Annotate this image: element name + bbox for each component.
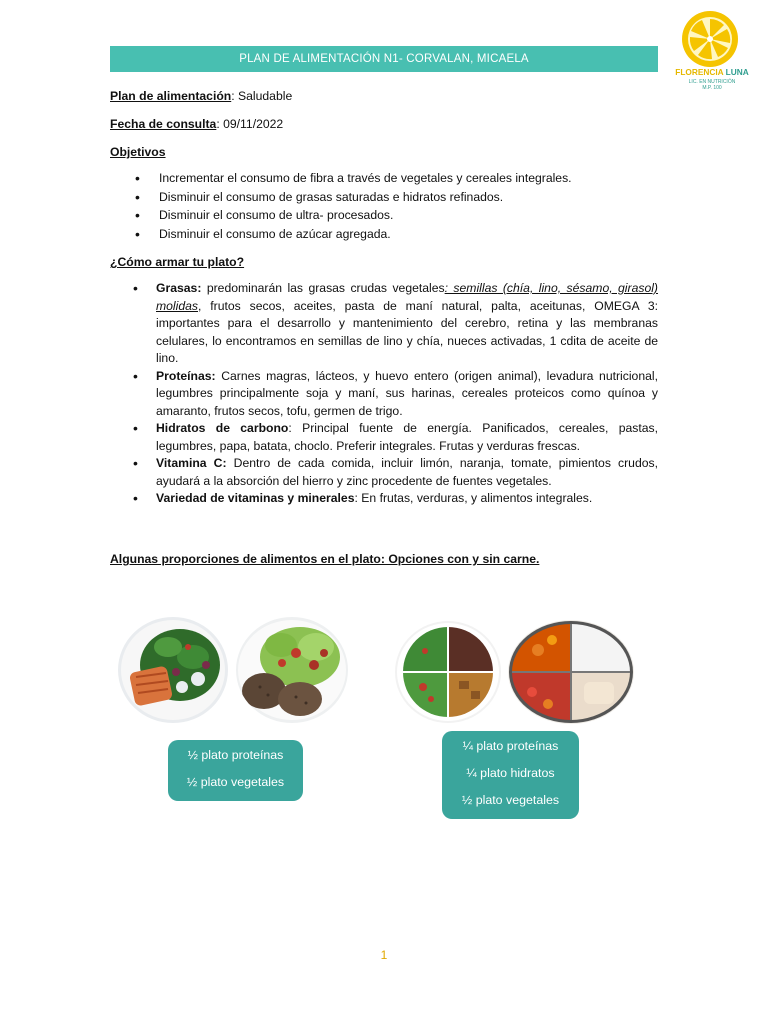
pill-line: ½ plato proteínas xyxy=(187,748,284,762)
plate-heading: ¿Cómo armar tu plato? xyxy=(110,255,245,269)
logo-brand xyxy=(668,68,756,77)
plan-value: : Saludable xyxy=(231,89,293,103)
plan-line xyxy=(110,88,292,106)
vitamin-c-label: Vitamina C: xyxy=(156,456,227,470)
fats-text-b: , frutos secos, aceites, pasta de maní natural, palta, aceitunas, OMEGA 3: importantes para el desarrollo y mantenimiento del cerebro, retina y las membranas celulares, lo encontramos en semillas de lino y chía, nueces activadas, 1 cdita de aceite de lino. xyxy=(156,298,658,365)
pill-line: ½ plato vegetales xyxy=(461,793,560,807)
list-item-vitamin-c xyxy=(110,455,658,490)
fats-label: Grasas: xyxy=(156,281,202,295)
lemon-icon xyxy=(668,10,756,68)
list-item-proteins xyxy=(110,368,658,421)
proteins-label: Proteínas: xyxy=(156,368,216,383)
date-value: : 09/11/2022 xyxy=(216,117,284,131)
objectives-heading: Objetivos xyxy=(110,145,166,159)
date-label: Fecha de consulta xyxy=(110,117,217,131)
burger-salad-plate-image xyxy=(236,617,348,723)
list-item-variety xyxy=(110,490,658,508)
list-item: • Disminuir el consumo de ultra- procesados. xyxy=(110,207,670,226)
quinoa-veggie-plate-image xyxy=(395,621,501,723)
variety-label: Variedad de vitaminas y minerales xyxy=(156,491,355,505)
logo-subtitle-1: LIC. EN NUTRICIÓN xyxy=(688,79,736,85)
list-item: • Disminuir el consumo de azúcar agregada. xyxy=(110,226,670,245)
list-item: • Incrementar el consumo de fibra a través de vegetales y cereales integrales. xyxy=(110,170,670,189)
list-item-fats xyxy=(110,280,658,368)
plan-label: Plan de alimentación xyxy=(110,89,232,103)
pill-line: ½ plato vegetales xyxy=(186,775,285,789)
vitamin-c-text: Dentro de cada comida, incluir limón, naranja, tomate, pimientos crudos, ayudará a la absorción del hierro y zinc procedente de fuentes vegetales. xyxy=(156,456,658,488)
logo-brand-second: LUNA xyxy=(725,67,749,77)
list-item-carbs xyxy=(110,420,658,455)
list-item: • Disminuir el consumo de grasas saturadas e hidratos refinados. xyxy=(110,189,670,208)
pill-line: ¼ plato hidratos xyxy=(466,766,555,780)
logo-subtitle xyxy=(668,79,756,91)
logo-brand-first: FLORENCIA xyxy=(675,67,724,77)
logo-subtitle-2: M.P. 100 xyxy=(702,85,722,91)
pill-line: ¼ plato proteínas xyxy=(462,739,559,753)
plate-items-list xyxy=(110,280,658,508)
proportions-pill-without-meat xyxy=(442,731,579,819)
carbs-text: : Principal fuente de energía. Panificados, cereales, pastas, legumbres, papa, batata, choclo. Preferir integrales. Frutas y verduras frescas. xyxy=(156,421,658,453)
fats-emphasis: : semillas (chía, lino, sésamo, girasol) molidas xyxy=(156,281,658,313)
carbs-label: Hidratos de carbono xyxy=(156,421,289,435)
proportions-heading: Algunas proporciones de alimentos en el plato: Opciones con y sin carne. xyxy=(110,552,540,566)
variety-text: : En frutas, verduras, y alimentos integrales. xyxy=(354,491,593,505)
objectives-list xyxy=(110,170,670,244)
page-number: 1 xyxy=(380,948,388,962)
vegetables-chicken-rice-plate-image xyxy=(508,620,634,724)
salmon-salad-plate-image xyxy=(118,617,228,723)
brand-logo xyxy=(668,10,756,100)
date-line xyxy=(110,116,283,134)
fats-text-a: predominarán las grasas crudas vegetales xyxy=(201,281,445,295)
proteins-text: Carnes magras, lácteos, y huevo entero (origen animal), levadura nutricional, legumbres principalmente soja y maní, sus harinas, cereales proteicos como quínoa y amaranto, frutos secos, tofu, germen de trigo. xyxy=(156,368,658,418)
proportions-pill-with-meat xyxy=(168,740,303,801)
document-header: PLAN DE ALIMENTACIÓN N1- CORVALAN, MICAELA xyxy=(110,46,658,72)
